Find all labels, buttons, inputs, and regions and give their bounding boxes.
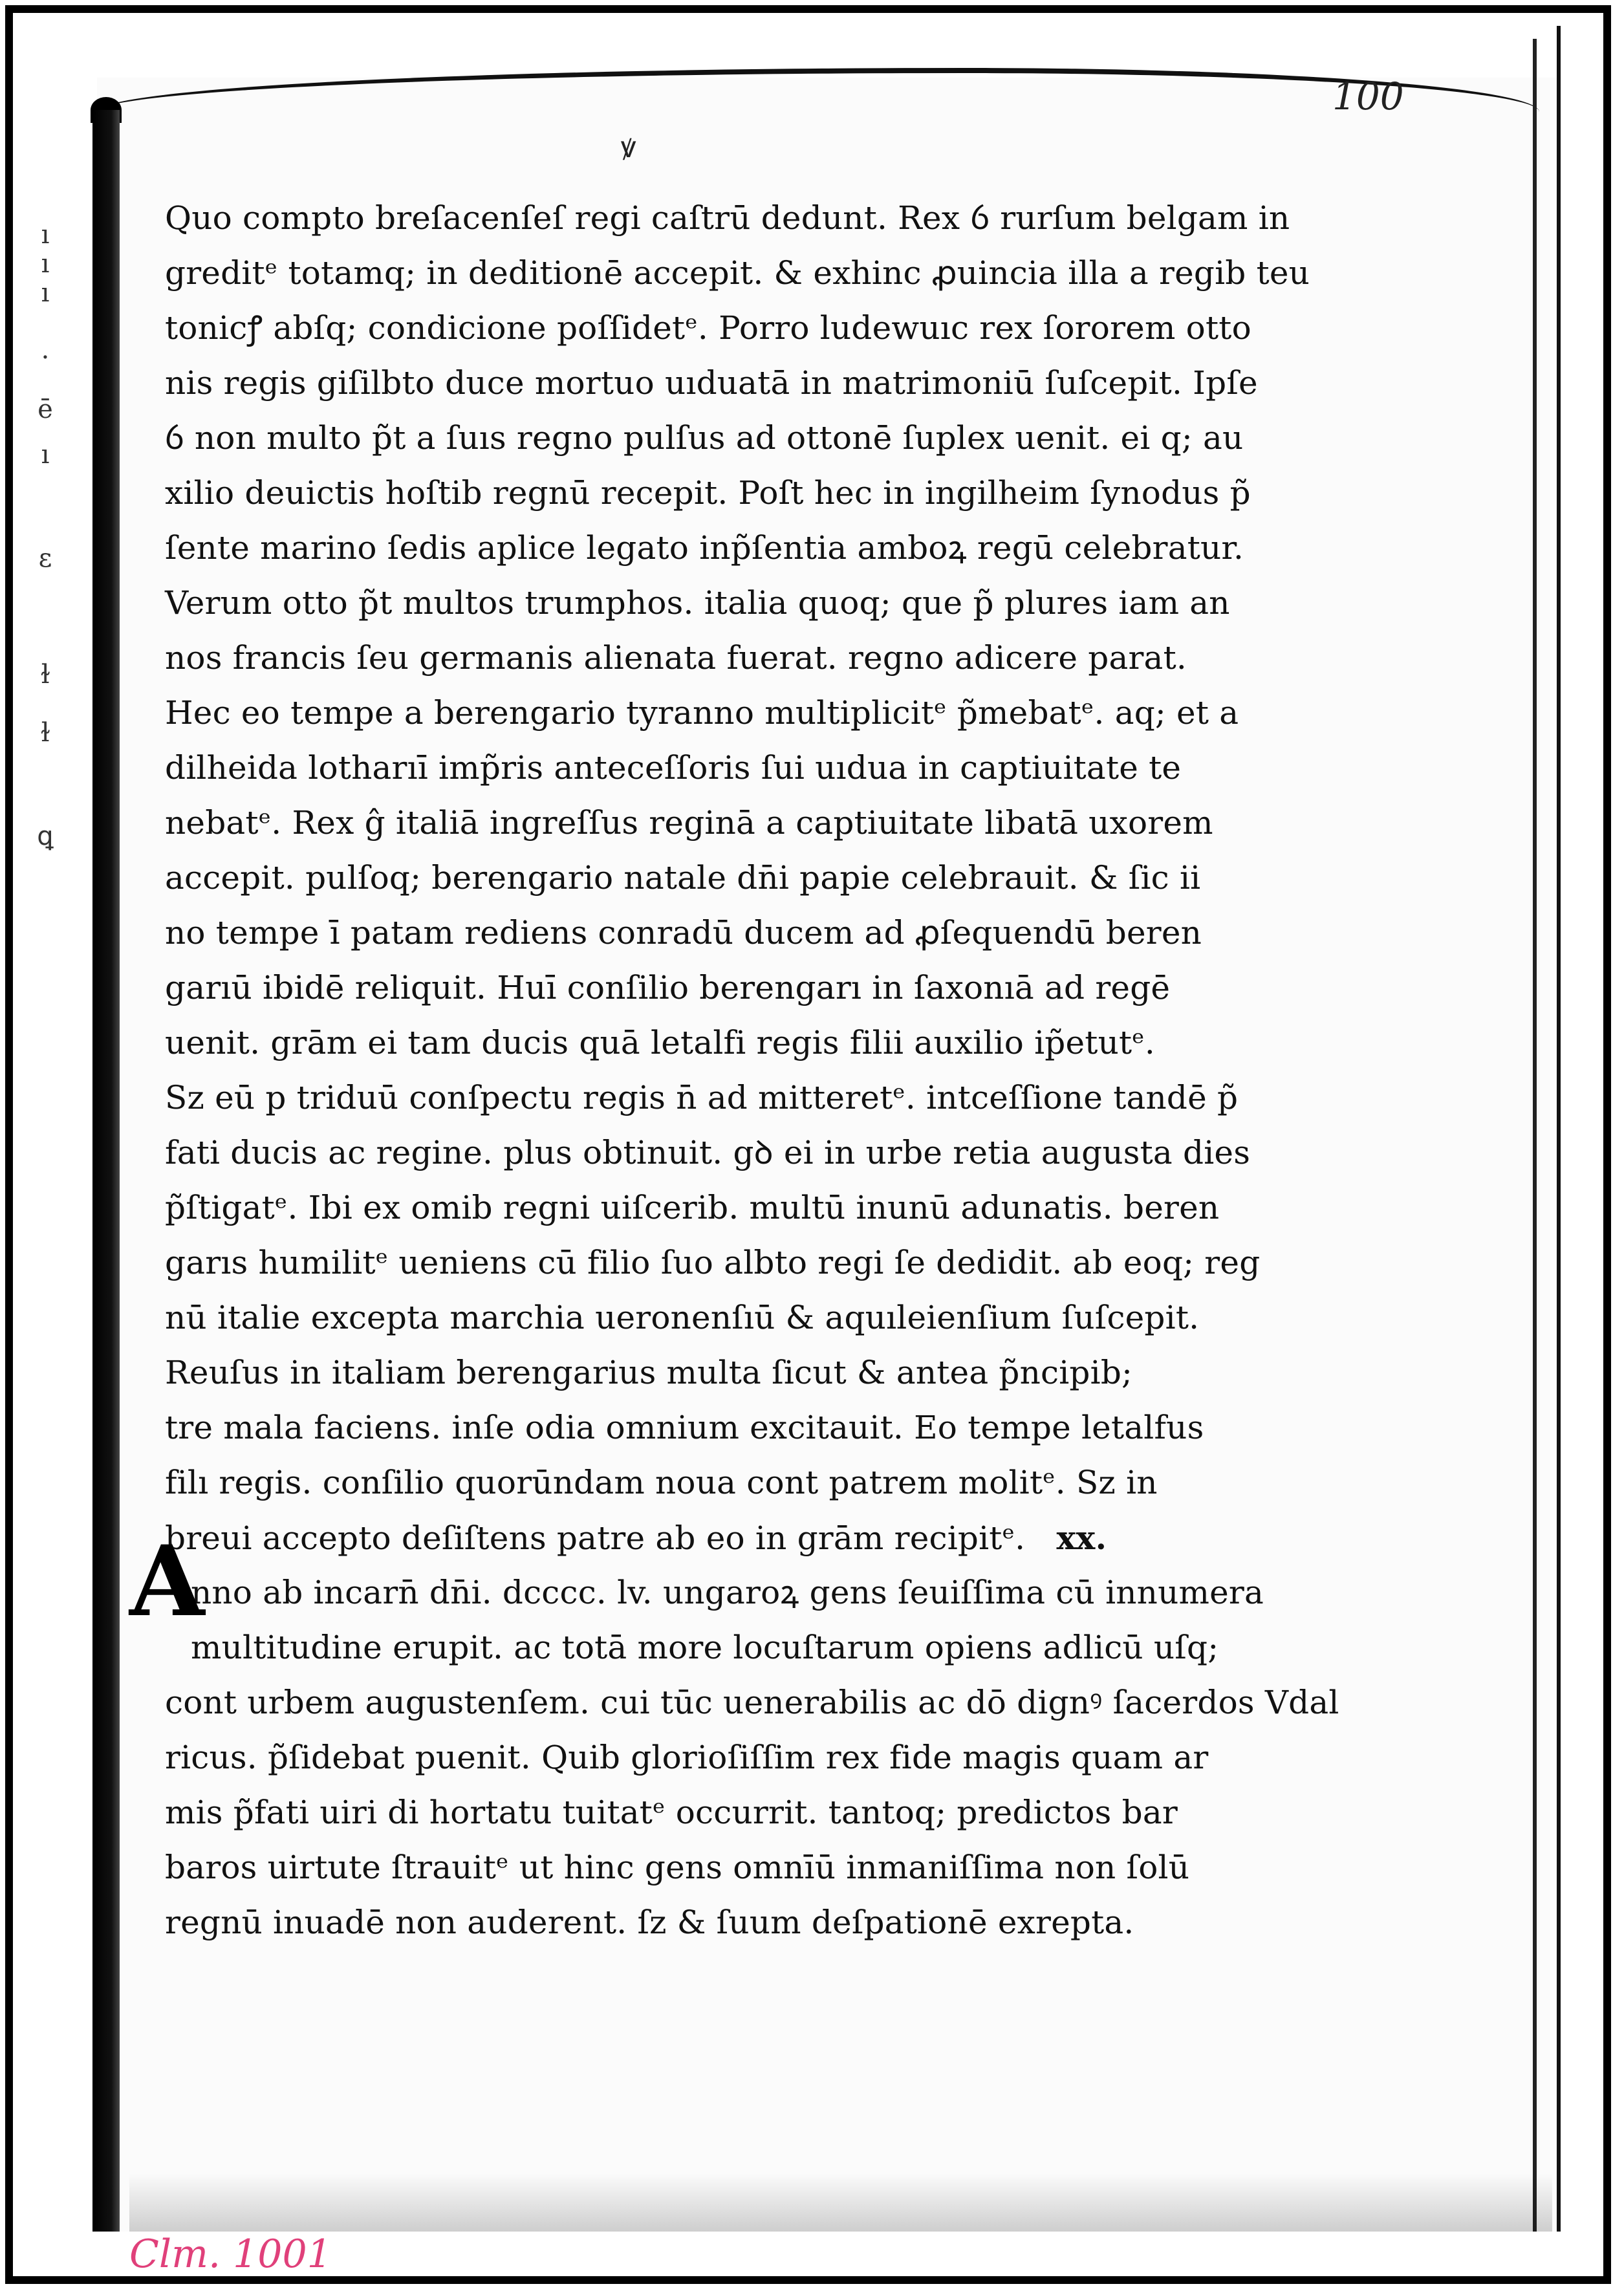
text-line-content: breui accepto deſiſtens patre ab eo in grām recipitᵉ. (165, 1519, 1026, 1557)
text-line: garıs humilitᵉ ueniens cū filio ſuo albto regi ſe dedidit. ab eoq; reg (165, 1244, 1261, 1281)
text-line: uenit. grām ei tam ducis quā letalfi regis filii auxilio ip̃etutᵉ. (165, 1024, 1155, 1061)
text-line: tonicꝭ abſq; condicione poſſidetᵉ. Porro ludewuıc rex ſororem otto (165, 309, 1251, 347)
text-line: tre mala faciens. inſe odia omnium excitauit. Eo tempe letalfus (165, 1409, 1204, 1446)
text-line: nū italie excepta marchia ueronenſıū & aquıleienſium ſuſcepit. (165, 1299, 1200, 1336)
text-line: Quo compto breſacenſeſ regi caſtrū dedunt. Rex ỽ rurſum belgam in (165, 199, 1290, 237)
margin-mark: ı (41, 278, 50, 308)
head-mark: ꝟ (621, 129, 636, 164)
text-line: mis p̃fati uiri di hortatu tuitatᵉ occurrit. tantoq; predictos bar (165, 1794, 1178, 1831)
decorated-initial: A (129, 1525, 205, 1638)
text-line: xilio deuictis hoſtib regnū recepit. Poſt hec in ingilheim ſynodus p̃ (165, 474, 1251, 512)
margin-mark: ı (41, 249, 50, 279)
left-margin-marks (16, 220, 74, 931)
text-line (165, 1510, 1329, 1565)
text-line: dilheida lotharıī imp̃ris anteceſſoris ſui uıdua in captiuitate te (165, 749, 1182, 787)
margin-mark: ɫ (40, 718, 50, 748)
page-bottom-shadow (129, 2173, 1552, 2232)
text-line: fati ducis ac regine. plus obtinuit. gꝺ ei in urbe retia augusta dies (165, 1134, 1251, 1171)
text-line: ricus. p̃ſidebat puenit. Quib glorioſiſſim rex fide magis quam ar (165, 1739, 1209, 1776)
cover-right-edge (1549, 26, 1561, 2232)
manuscript-text (165, 191, 1339, 1950)
text-line: accepit. pulſoq; berengario natale dn̄i papie celebrauit. & ſic ii (165, 859, 1201, 897)
text-line: nos francis ſeu germanis alienata fuerat. regno adicere parat. (165, 639, 1187, 677)
text-line: greditᵉ totamq; in deditionē accepit. & exhinc ꝓuincia illa a regib teu (165, 254, 1310, 292)
text-line: Verum otto p̃t multos trumphos. italia quoq; que p̃ plures iam an (165, 584, 1230, 622)
text-line: ỽ non multo p̃t a ſuıs regno pulſus ad ottonē ſuplex uenit. ei q; au (165, 419, 1244, 457)
margin-mark: ı (41, 220, 50, 250)
text-line: regnū inuadē non auderent. ſz & ſuum deſpationē exrepta. (165, 1904, 1134, 1941)
library-shelfmark: Clm. 1001 (129, 2232, 332, 2277)
margin-mark: · (41, 343, 50, 373)
binding-spine (92, 110, 120, 2232)
text-line: multitudine erupit. ac totā more locuſtarum opiens adlicū uſq; (191, 1629, 1219, 1666)
text-line: Reuſus in italiam berengarius multa ſicut & antea p̃ncipib; (165, 1354, 1133, 1391)
text-line: nebatᵉ. Rex ĝ italiā ingreſſus reginā a captiuitate libatā uxorem (165, 804, 1213, 842)
folio-number: 100 (1332, 74, 1404, 118)
text-line: cont urbem augustenſem. cui tūc uenerabilis ac dō dignꝰ ſacerdos Vdal (165, 1684, 1339, 1721)
text-line: nno ab incarn̄ dn̄i. dcccc. lv. ungaroꝝ gens ſeuiſſima cū innumera (191, 1574, 1264, 1611)
text-line: Sz eū p triduū conſpectu regis n̄ ad mitteretᵉ. intceſſione tandē p̃ (165, 1079, 1239, 1116)
margin-mark: ɫ (40, 660, 50, 690)
text-line: garıū ibidē reliquit. Huī conſilio berengarı in ſaxonıā ad regē (165, 969, 1171, 1006)
text-line: filı regis. conſilio quorūndam noua cont patrem molitᵉ. Sz in (165, 1464, 1158, 1501)
text-line: p̃ſtigatᵉ. Ibi ex omib regni uiſcerib. multū inunū adunatis. beren (165, 1189, 1220, 1226)
text-line: nis regis giſilbto duce mortuo uıduatā in matrimoniū ſuſcepit. Ipſe (165, 364, 1258, 402)
text-line: baros uirtute ſtrauitᵉ ut hinc gens omnīū inmaniſſima non ſolū (165, 1849, 1190, 1886)
text-line: Hec eo tempe a berengario tyranno multiplicitᵉ p̃mebatᵉ. aq; et a (165, 694, 1239, 732)
margin-mark: ꝗ (37, 821, 54, 851)
text-line: ſente marino ſedis aplice legato inp̃ſentia amboꝝ regū celebratur. (165, 529, 1244, 567)
margin-mark: ē (38, 395, 53, 424)
margin-mark: ɛ (38, 543, 52, 573)
chapter-number: xx. (1056, 1519, 1107, 1557)
margin-mark: ı (41, 440, 50, 470)
text-line: no tempe ī patam rediens conradū ducem ad ꝓſequendū beren (165, 914, 1202, 951)
